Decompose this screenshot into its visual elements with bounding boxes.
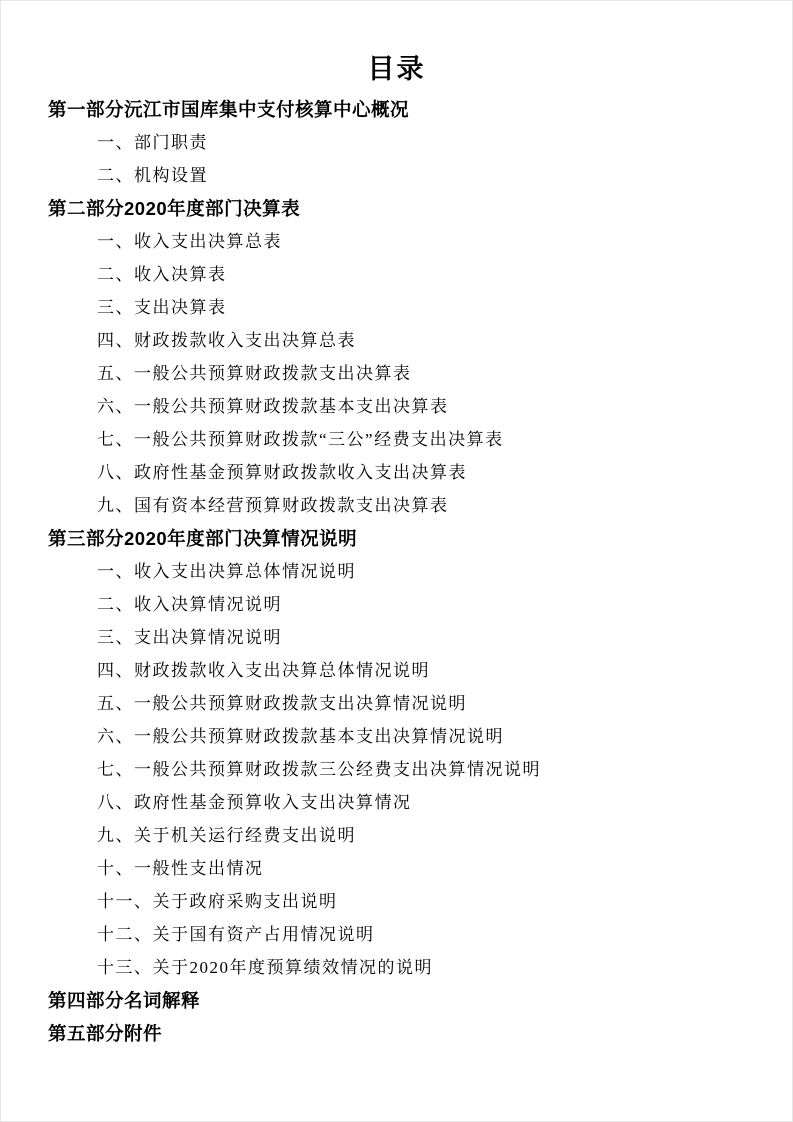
- toc-item: 二、收入决算情况说明: [97, 595, 282, 614]
- toc-item: 七、一般公共预算财政拨款“三公”经费支出决算表: [97, 430, 504, 449]
- toc-item: 六、一般公共预算财政拨款基本支出决算情况说明: [97, 727, 504, 746]
- page-title: 目录: [367, 54, 426, 84]
- toc-item: 十二、关于国有资产占用情况说明: [97, 925, 375, 944]
- toc-section: [48, 1017, 762, 1050]
- toc-item: 一、收入支出决算总体情况说明: [97, 562, 356, 581]
- toc-item: 五、一般公共预算财政拨款支出决算表: [97, 364, 412, 383]
- toc-item: 三、支出决算情况说明: [97, 628, 282, 647]
- toc-item: 六、一般公共预算财政拨款基本支出决算表: [97, 397, 449, 416]
- toc-section: [48, 984, 762, 1017]
- toc-item: 十、一般性支出情况: [97, 859, 264, 878]
- toc-section-heading: 第四部分名词解释: [48, 990, 201, 1011]
- toc-section: [48, 93, 762, 192]
- toc-item: 四、财政拨款收入支出决算总表: [97, 331, 356, 350]
- toc-section-heading: 第二部分2020年度部门决算表: [48, 198, 301, 219]
- toc-item: 十一、关于政府采购支出说明: [97, 892, 338, 911]
- toc-section: [48, 192, 762, 522]
- toc-item: 七、一般公共预算财政拨款三公经费支出决算情况说明: [97, 760, 541, 779]
- toc-item: 二、机构设置: [97, 166, 208, 185]
- toc-item: 二、收入决算表: [97, 265, 227, 284]
- table-of-contents: [1, 93, 792, 1050]
- toc-item: 八、政府性基金预算财政拨款收入支出决算表: [97, 463, 467, 482]
- toc-section-heading: 第五部分附件: [48, 1023, 163, 1044]
- toc-item: 一、部门职责: [97, 133, 208, 152]
- toc-item: 四、财政拨款收入支出决算总体情况说明: [97, 661, 430, 680]
- toc-item: 八、政府性基金预算收入支出决算情况: [97, 793, 412, 812]
- toc-item: 一、收入支出决算总表: [97, 232, 282, 251]
- toc-section-heading: 第一部分沅江市国库集中支付核算中心概况: [48, 99, 410, 120]
- toc-item: 三、支出决算表: [97, 298, 227, 317]
- toc-item: 十三、关于2020年度预算绩效情况的说明: [97, 958, 433, 977]
- toc-section-heading: 第三部分2020年度部门决算情况说明: [48, 528, 358, 549]
- toc-item: 九、国有资本经营预算财政拨款支出决算表: [97, 496, 449, 515]
- toc-item: 九、关于机关运行经费支出说明: [97, 826, 356, 845]
- toc-section: [48, 522, 762, 984]
- toc-item: 五、一般公共预算财政拨款支出决算情况说明: [97, 694, 467, 713]
